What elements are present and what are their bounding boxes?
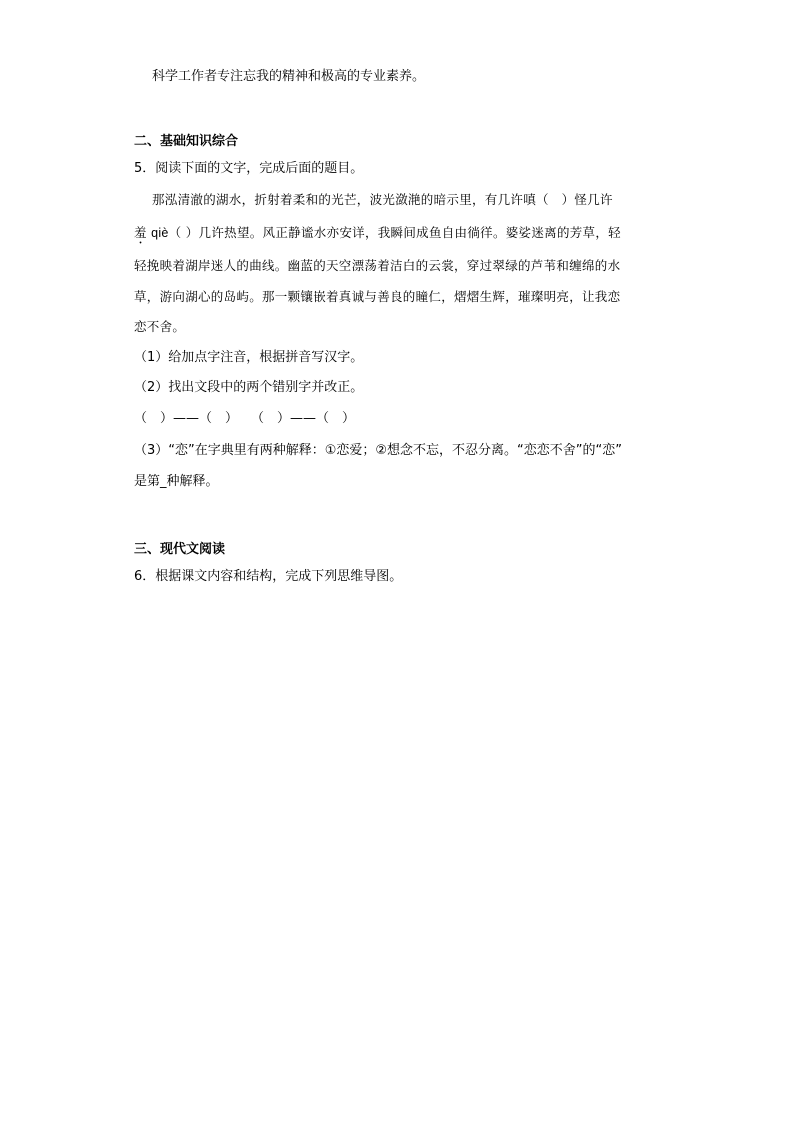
question-6-prompt: 6．根据课文内容和结构，完成下列思维导图。 — [134, 569, 403, 584]
continuation-text: 科学工作者专注忘我的精神和极高的专业素养。 — [152, 69, 426, 84]
sub-question-3-line-2: 是第_种解释。 — [134, 474, 219, 489]
sub-question-1: （1）给加点字注音，根据拼音写汉字。 — [134, 350, 364, 365]
passage-line-1: 那泓清澈的湖水，折射着柔和的光芒，波光潋滟的暗示里，有几许嗔（ ）怪几许 — [152, 192, 613, 207]
dotted-character: 羞 — [134, 225, 152, 240]
passage-line-5: 恋不舍。 — [134, 319, 186, 334]
passage-line-2 — [134, 224, 621, 247]
section-2-heading: 二、基础知识综合 — [134, 134, 239, 149]
pinyin-text: qiè — [151, 226, 169, 240]
section-3-heading: 三、现代文阅读 — [134, 542, 226, 557]
passage-line-3: 轻挽映着湖岸迷人的曲线。幽蓝的天空漂荡着洁白的云裳，穿过翠绿的芦苇和缠绵的水 — [134, 258, 621, 273]
sub-question-2-blanks: （ ）——（ ） （ ）——（ ） — [134, 411, 356, 426]
passage-line-4: 草，游向湖心的岛屿。那一颗镶嵌着真诚与善良的瞳仁，熠熠生辉，璀璨明亮，让我恋 — [134, 289, 621, 304]
sub-question-3-line-1: （3）“恋”在字典里有两种解释：①恋爱；②想念不忘，不忍分离。“恋恋不舍”的“恋” — [134, 443, 622, 458]
passage-line-2-rest: （ ）几许热望。风正静谧水亦安详，我瞬间成鱼自由徜徉。婆娑迷离的芳草，轻 — [168, 225, 621, 240]
question-5-prompt: 5．阅读下面的文字，完成后面的题目。 — [134, 161, 364, 176]
sub-question-2: （2）找出文段中的两个错别字并改正。 — [134, 380, 364, 395]
